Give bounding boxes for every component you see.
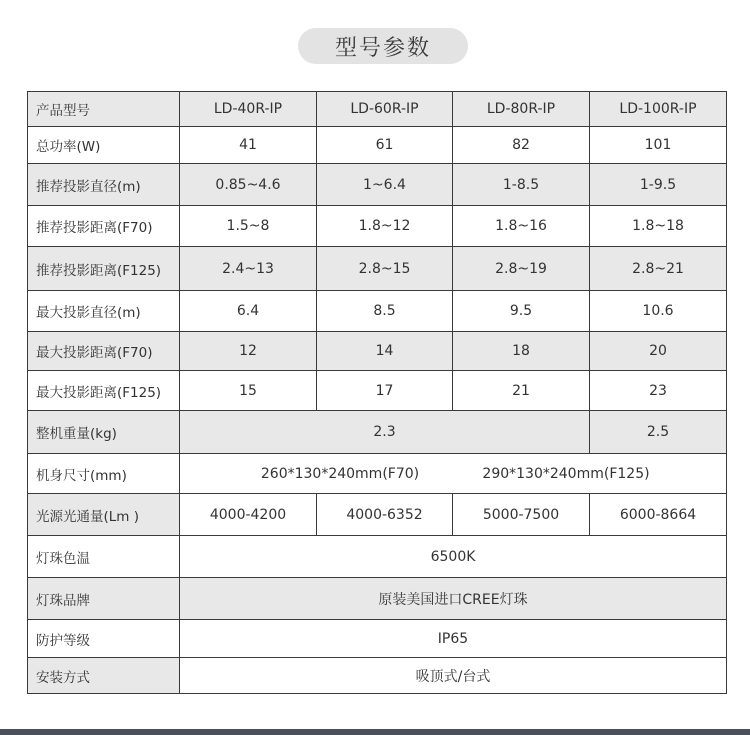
table-cell: 12: [180, 332, 317, 371]
row-label: 光源光通量(Lm ): [28, 494, 180, 536]
table-row-power: [28, 127, 727, 164]
table-row-install: [28, 658, 727, 694]
row-label: 推荐投影距离(F70): [28, 206, 180, 247]
table-cell: 原装美国进口CREE灯珠: [180, 578, 727, 620]
table-header-row: [28, 92, 727, 127]
table-cell: 15: [180, 371, 317, 411]
table-cell: 6500K: [180, 536, 727, 578]
table-row-led-brand: [28, 578, 727, 620]
table-row-size: [28, 454, 727, 494]
table-row-max-distance-f70: [28, 332, 727, 371]
model-ld-40r-ip: LD-40R-IP: [180, 92, 317, 127]
table-cell: 1.5~8: [180, 206, 317, 247]
table-cell: 9.5: [453, 291, 590, 332]
row-label: 推荐投影直径(m): [28, 164, 180, 206]
table-cell: 2.5: [590, 411, 727, 454]
table-row-recommended-distance-f125: [28, 247, 727, 291]
bottom-divider: [0, 729, 750, 735]
row-label: 防护等级: [28, 620, 180, 658]
row-label: 灯珠品牌: [28, 578, 180, 620]
table-cell: 1-9.5: [590, 164, 727, 206]
table-row-protection: [28, 620, 727, 658]
table-cell: 6000-8664: [590, 494, 727, 536]
table-cell: 1.8~12: [317, 206, 453, 247]
table-cell: 17: [317, 371, 453, 411]
table-cell: 5000-7500: [453, 494, 590, 536]
table-row-recommended-diameter: [28, 164, 727, 206]
table-cell: 21: [453, 371, 590, 411]
table-cell: 2.8~21: [590, 247, 727, 291]
table-cell: 8.5: [317, 291, 453, 332]
table-row-color-temp: [28, 536, 727, 578]
table-row-recommended-distance-f70: [28, 206, 727, 247]
model-ld-100r-ip: LD-100R-IP: [590, 92, 727, 127]
table-cell: 1.8~16: [453, 206, 590, 247]
section-title: 型号参数: [298, 28, 468, 64]
table-cell: 0.85~4.6: [180, 164, 317, 206]
table-cell: 2.4~13: [180, 247, 317, 291]
spec-table: [27, 91, 727, 694]
size-f125: 290*130*240mm(F125): [482, 465, 650, 482]
row-label: 推荐投影距离(F125): [28, 247, 180, 291]
table-row-lumen: [28, 494, 727, 536]
table-cell: 4000-6352: [317, 494, 453, 536]
table-cell: 吸顶式/台式: [180, 658, 727, 694]
table-cell: 18: [453, 332, 590, 371]
table-cell: 14: [317, 332, 453, 371]
table-cell: 41: [180, 127, 317, 164]
row-label: 总功率(W): [28, 127, 180, 164]
table-cell: 20: [590, 332, 727, 371]
table-cell: [180, 454, 727, 494]
table-cell: 10.6: [590, 291, 727, 332]
table-cell: 2.8~19: [453, 247, 590, 291]
table-cell: 23: [590, 371, 727, 411]
table-cell: 6.4: [180, 291, 317, 332]
row-label: 最大投影直径(m): [28, 291, 180, 332]
table-cell: 1.8~18: [590, 206, 727, 247]
table-cell: 2.3: [180, 411, 590, 454]
table-cell: 2.8~15: [317, 247, 453, 291]
model-ld-80r-ip: LD-80R-IP: [453, 92, 590, 127]
header-label: 产品型号: [28, 92, 180, 127]
table-cell: 61: [317, 127, 453, 164]
table-cell: 1~6.4: [317, 164, 453, 206]
row-label: 灯珠色温: [28, 536, 180, 578]
table-cell: 1-8.5: [453, 164, 590, 206]
table-cell: 101: [590, 127, 727, 164]
table-cell: 82: [453, 127, 590, 164]
size-f70: 260*130*240mm(F70): [260, 465, 420, 482]
table-row-weight: [28, 411, 727, 454]
table-row-max-diameter: [28, 291, 727, 332]
row-label: 整机重量(kg): [28, 411, 180, 454]
row-label: 最大投影距离(F125): [28, 371, 180, 411]
row-label: 机身尺寸(mm): [28, 454, 180, 494]
table-row-max-distance-f125: [28, 371, 727, 411]
table-cell: IP65: [180, 620, 727, 658]
row-label: 安装方式: [28, 658, 180, 694]
model-ld-60r-ip: LD-60R-IP: [317, 92, 453, 127]
table-cell: 4000-4200: [180, 494, 317, 536]
row-label: 最大投影距离(F70): [28, 332, 180, 371]
